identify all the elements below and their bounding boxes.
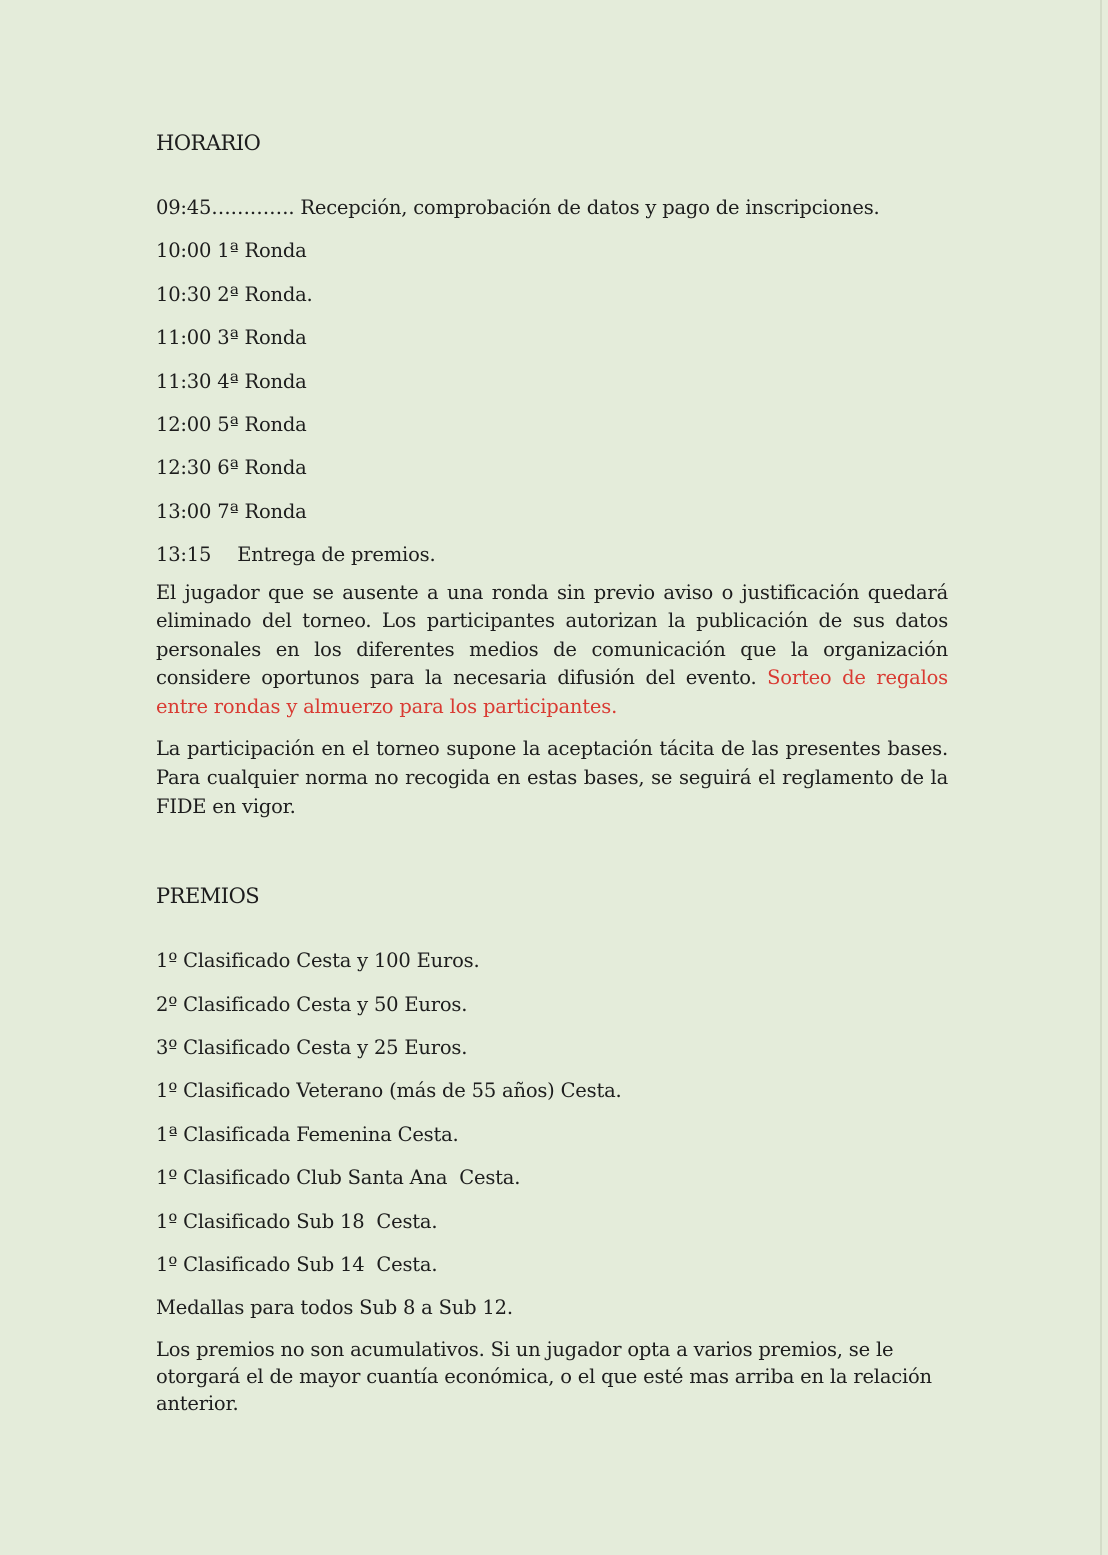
- prize-item-9: Medallas para todos Sub 8 a Sub 12.: [156, 1296, 513, 1320]
- prize-item-8: 1º Clasificado Sub 14 Cesta.: [156, 1253, 438, 1276]
- schedule-round-2: 10:30 2ª Ronda.: [156, 282, 313, 306]
- schedule-round-4: 11:30 4ª Ronda: [156, 369, 307, 393]
- horario-heading: HORARIO: [156, 131, 261, 155]
- prizes-note: Los premios no son acumulativos. Si un jugador opta a varios premios, se le otorgará el de mayor cuantía económica, o el que esté mas arriba en la relación anterior.: [156, 1337, 932, 1415]
- prize-item-5: 1ª Clasificada Femenina Cesta.: [156, 1122, 459, 1146]
- schedule-round-1: 10:00 1ª Ronda: [156, 239, 307, 263]
- rules-paragraph-1: [156, 579, 948, 722]
- rules-highlight-text: Sorteo de regalos entre rondas y almuerzo para los participantes.: [156, 666, 948, 718]
- rules-paragraph-1-text: El jugador que se ausente a una ronda sin previo aviso o justificación quedará eliminado del torneo. Los participantes autorizan la publicación de sus datos personales en los diferentes medios de comunicación que la organización considere oportunos para la necesaria difusión del evento.: [156, 580, 948, 690]
- prize-item-6: 1º Clasificado Club Santa Ana Cesta.: [156, 1166, 521, 1190]
- schedule-awards-label: Entrega de premios.: [237, 543, 436, 567]
- schedule-awards-time: 13:15: [156, 543, 212, 567]
- schedule-round-7: 13:00 7ª Ronda: [156, 499, 307, 523]
- schedule-round-5: 12:00 5ª Ronda: [156, 412, 307, 436]
- prize-item-7: 1º Clasificado Sub 18 Cesta.: [156, 1209, 438, 1233]
- prize-item-2: 2º Clasificado Cesta y 50 Euros.: [156, 992, 468, 1016]
- prize-item-4: 1º Clasificado Veterano (más de 55 años) Cesta.: [156, 1079, 622, 1103]
- schedule-round-3: 11:00 3ª Ronda: [156, 326, 307, 350]
- rules-paragraph-2: La participación en el torneo supone la aceptación tácita de las presentes bases. Para cualquier norma no recogida en estas bases, se seguirá el reglamento de la FIDE en vigor.: [156, 737, 948, 818]
- prize-item-3: 3º Clasificado Cesta y 25 Euros.: [156, 1036, 468, 1060]
- document-content: [156, 126, 948, 1417]
- schedule-intro: 09:45…………. Recepción, comprobación de datos y pago de inscripciones.: [156, 196, 880, 219]
- premios-heading: PREMIOS: [156, 884, 260, 909]
- prize-item-1: 1º Clasificado Cesta y 100 Euros.: [156, 949, 480, 973]
- schedule-round-6: 12:30 6ª Ronda: [156, 456, 307, 480]
